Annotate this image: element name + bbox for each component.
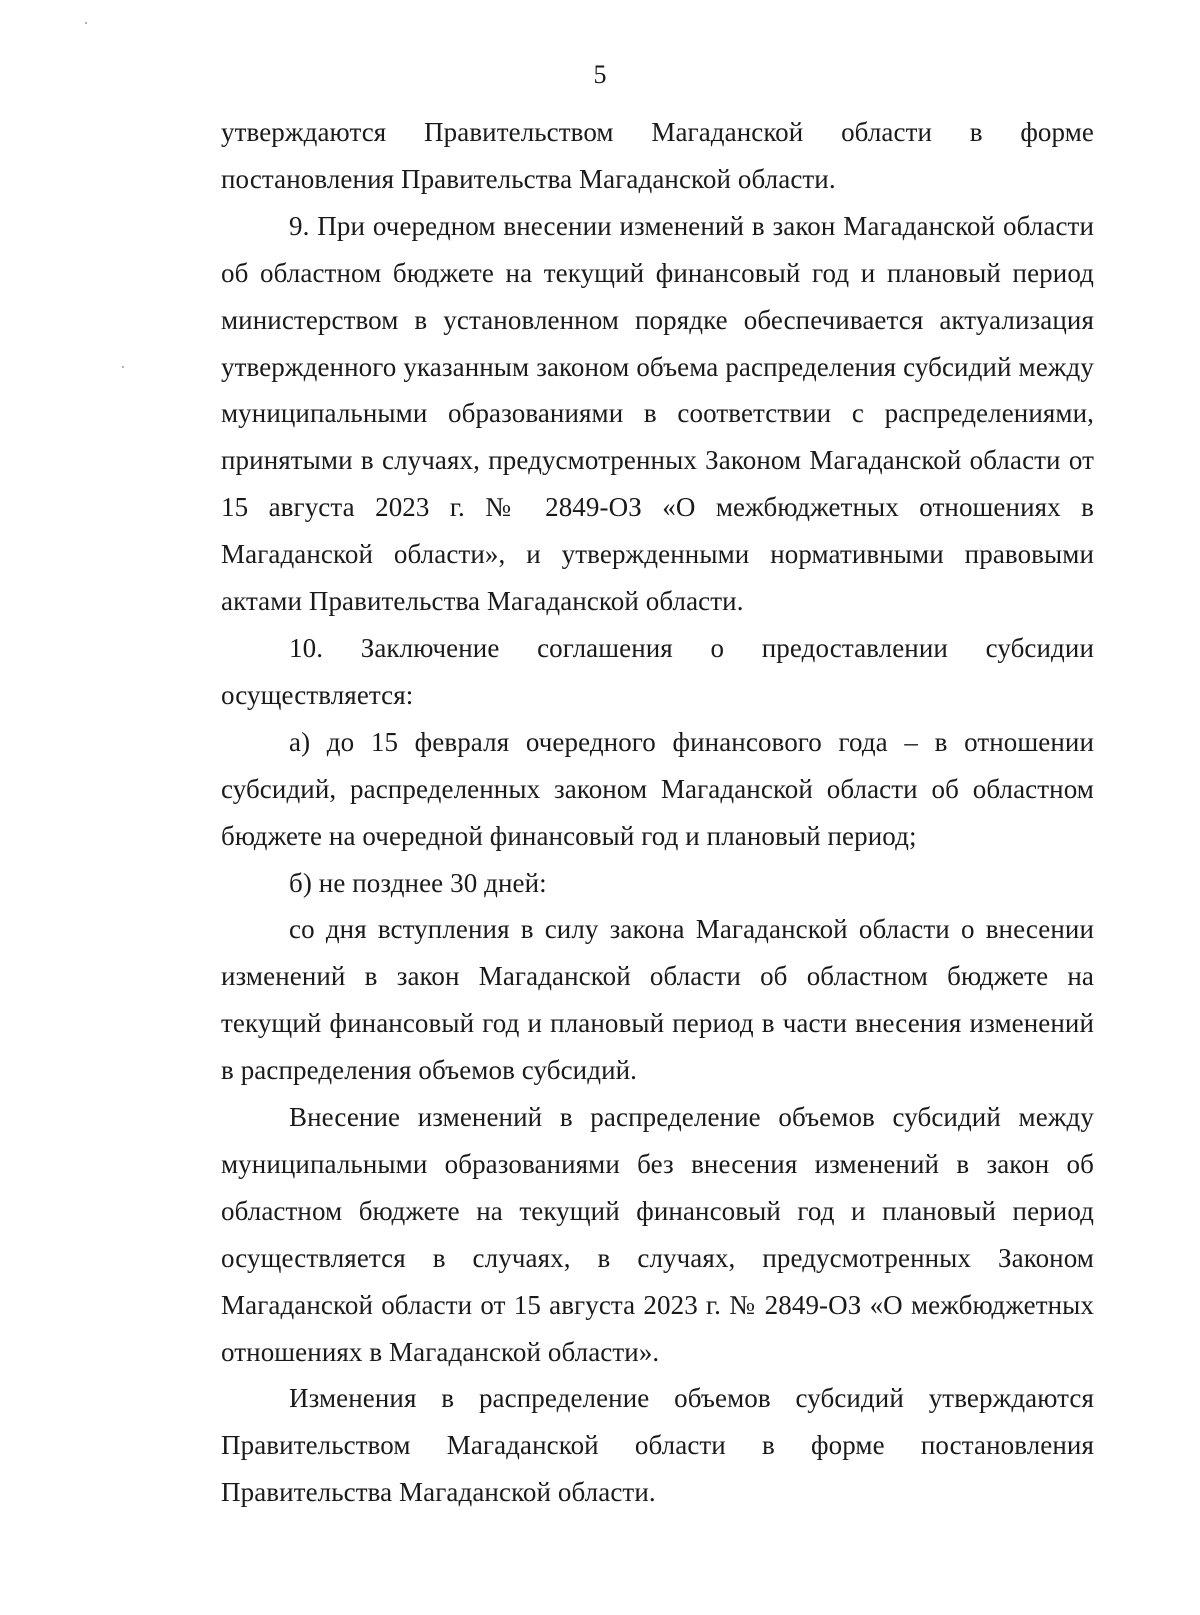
paragraph-item-10: 10. Заключение соглашения о предоставлении субсидии осуществляется: (221, 632, 1094, 710)
paragraph-changes-approval: Изменения в распределение объемов субсидий утверждаются Правительством Магаданской области в форме постановления Правительства Магаданской области. (221, 1383, 1094, 1508)
paragraph-law-amendment: со дня вступления в силу закона Магаданской области о внесении изменений в закон Магаданской области об областном бюджете на текущий финансовый год и плановый период в части внесения изменений в распределения объемов субсидий. (221, 914, 1094, 1086)
paragraph-approval-continuation: утверждаются Правительством Магаданской области в форме постановления Правительства Магаданской области. (221, 117, 1094, 194)
paragraph-item-9: 9. При очередном внесении изменений в закон Магаданской области об областном бюджете на текущий финансовый год и плановый период министерством в установленном порядке обеспечивается актуализация утвержденного указанным законом объема распределения субсидий между муниципальными образованиями в соответствии с распределениями, принятыми в случаях, предусмотренных Законом Магаданской области от 15 августа 2023 г. № 2849-ОЗ «О межбюджетных отношениях в Магаданской области», и утвержденными нормативными правовыми актами Правительства Магаданской области. (221, 210, 1094, 617)
scan-speck (122, 366, 124, 368)
paragraph-redistribution: Внесение изменений в распределение объемов субсидий между муниципальными образованиями без внесения изменений в закон об областном бюджете на текущий финансовый год и плановый период осуществляется в случаях, в случаях, предусмотренных Законом Магаданской области от 15 августа 2023 г. № 2849-ОЗ «О межбюджетных отношениях в Магаданской области». (221, 1102, 1094, 1367)
document-body (221, 109, 1094, 1516)
scan-speck (85, 22, 87, 24)
page-number: 5 (593, 60, 607, 89)
paragraph-subitem-a: а) до 15 февраля очередного финансового года – в отношении субсидий, распределенных законом Магаданской области об областном бюджете на очередной финансовый год и плановый период; (221, 726, 1094, 851)
paragraph-subitem-b: б) не позднее 30 дней: (289, 867, 547, 898)
